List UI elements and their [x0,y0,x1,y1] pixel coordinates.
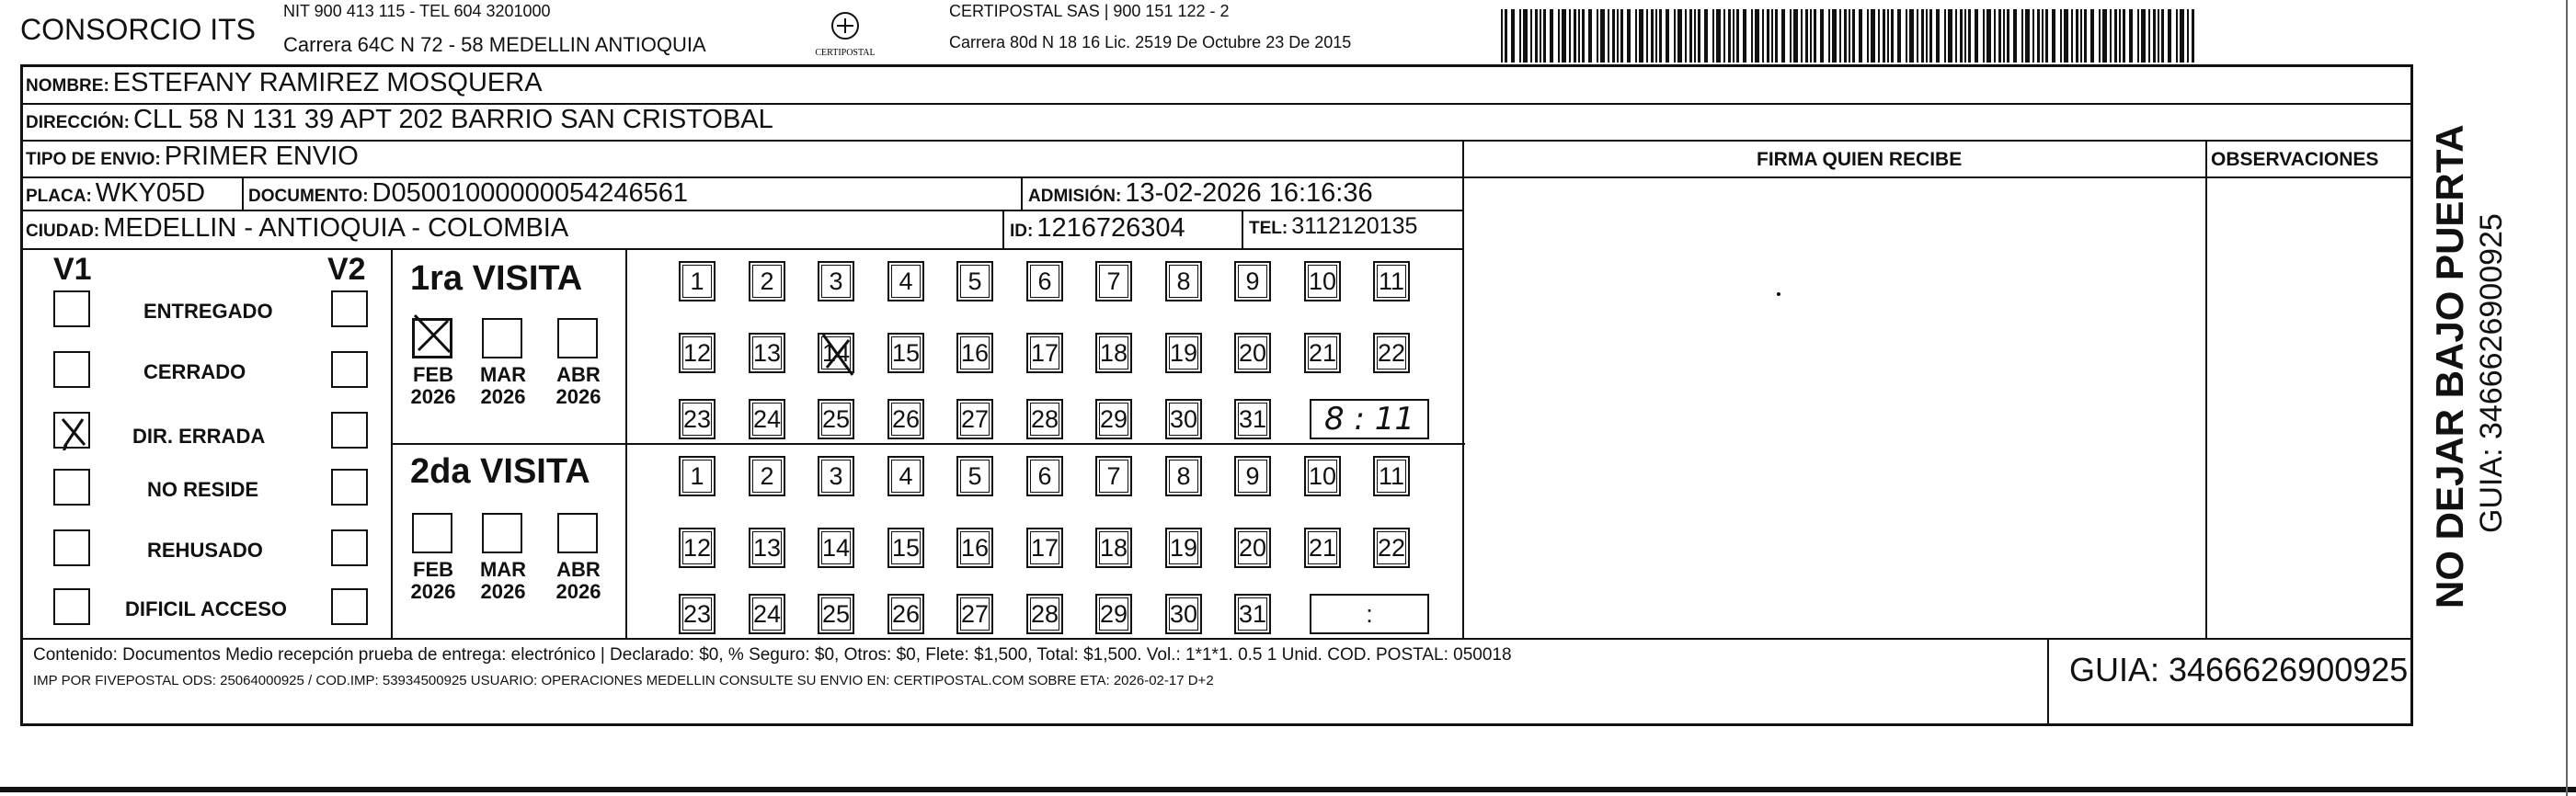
barcode-bar [1743,9,1746,63]
signature-dot [1777,292,1780,296]
day-box[interactable]: 12 [679,333,716,373]
barcode-bar [2099,9,2101,63]
v2-checkbox-5[interactable] [331,588,368,625]
barcode-bar [1635,9,1637,63]
day-box[interactable]: 2 [749,261,785,301]
day-box[interactable]: 21 [1304,333,1341,373]
print-info-line: IMP POR FIVEPOSTAL ODS: 25064000925 / COD.IMP: 53934500925 USUARIO: OPERACIONES MEDELLIN CONSULTE SU ENVIO EN: CERTIPOSTAL.COM SOBRE ETA: 2026-02-17 D+2 [33,673,1214,688]
day-box[interactable]: 18 [1095,528,1132,568]
barcode-bar [1550,9,1553,63]
barcode-bar [1674,9,1676,63]
documento-row [248,178,688,209]
day-box[interactable]: 7 [1095,456,1132,496]
barcode-bar [2102,9,2107,63]
month-checkbox[interactable] [482,513,522,553]
barcode-bar [1501,9,1503,63]
barcode-bar [1523,9,1528,63]
year-label: 2026 [410,580,456,603]
id-label: ID: [1010,222,1034,241]
barcode-bar [1655,9,1657,63]
nombre-row [26,68,543,98]
barcode-bar [1820,9,1824,63]
guia-vertical: GUIA: 3466626900925 [2474,213,2509,533]
day-box[interactable]: 12 [679,528,716,568]
day-box[interactable]: 3 [818,456,854,496]
day-box[interactable]: 20 [1234,528,1271,568]
barcode-bar [2110,9,2112,63]
month-label: MAR [479,363,527,386]
barcode-bar [2021,9,2023,63]
barcode-bar [1728,9,1731,63]
barcode-bar [1859,9,1862,63]
v1-checkbox-5[interactable] [53,588,90,625]
day-box[interactable]: 1 [679,261,716,301]
tel-value: 3112120135 [1291,213,1418,239]
barcode-bar [2032,9,2034,63]
barcode-bar [1968,9,1971,63]
barcode-bar [2176,9,2178,63]
month-checkbox[interactable] [557,513,598,553]
v2-checkbox-4[interactable] [331,529,368,566]
barcode-bar [1574,9,1576,63]
barcode-bar [2076,9,2078,63]
barcode-bar [1530,9,1532,63]
barcode-bar [2084,9,2087,63]
barcode-bar [1998,9,2001,63]
nombre-label: NOMBRE: [26,76,109,96]
month-caption [471,559,535,603]
barcode-bar [2119,9,2121,63]
day-box[interactable]: 11 [1373,261,1410,301]
day-box[interactable]: 7 [1095,261,1132,301]
ciudad-label: CIUDAD: [26,222,100,241]
barcode-bar [1651,9,1654,63]
placa-value: WKY05D [95,178,206,208]
barcode-bar [2013,9,2017,63]
barcode-bar [1736,9,1739,63]
certipostal-logo [809,6,881,61]
carrier-line-1: CERTIPOSTAL SAS | 900 151 122 - 2 [949,2,1230,20]
barcode-bar [1666,9,1669,63]
barcode-bar [1694,9,1696,63]
day-box[interactable]: 17 [1026,333,1063,373]
day-box[interactable]: 22 [1373,333,1410,373]
barcode-bar [1762,9,1764,63]
day-box[interactable]: 6 [1026,456,1063,496]
day-box[interactable]: 31 [1234,594,1271,634]
barcode-bar [1883,9,1885,63]
month-checkbox[interactable] [412,513,452,553]
month-checkbox[interactable] [557,318,598,358]
v2-checkbox-3[interactable] [331,469,368,506]
day-box[interactable]: 14 [818,333,854,373]
barcode-bar [1620,9,1623,63]
barcode-bar [1771,9,1773,63]
day-box[interactable]: 5 [956,456,993,496]
barcode-bar [2060,9,2062,63]
barcode-bar [1535,9,1538,63]
barcode-bar [1906,9,1907,63]
day-box[interactable]: 18 [1095,333,1132,373]
day-box[interactable]: 23 [679,399,716,439]
logo-text: CERTIPOSTAL [815,48,876,58]
day-box[interactable]: 13 [749,333,785,373]
day-box[interactable]: 31 [1234,399,1271,439]
barcode-bar [1986,9,1991,63]
day-box[interactable]: 28 [1026,594,1063,634]
barcode-bar [1781,9,1785,63]
barcode-bar [1685,9,1687,63]
barcode-bar [1540,9,1541,63]
day-box[interactable]: 27 [956,594,993,634]
barcode-bar [1832,9,1837,63]
barcode-bar [1519,9,1521,63]
barcode-bar [1909,9,1914,63]
barcode-bar [2187,9,2189,63]
day-box[interactable]: 24 [749,399,785,439]
barcode-bar [1994,9,1996,63]
month-label: ABR [556,363,601,386]
barcode-bar [2141,9,2146,63]
barcode-bar [1612,9,1615,63]
day-box[interactable]: 22 [1373,528,1410,568]
v1-header: V1 [53,252,92,287]
barcode-bar [1659,9,1662,63]
barcode-bar [1948,9,1952,63]
warning-vertical: NO DEJAR BAJO PUERTA [2428,124,2471,608]
barcode-bar [2158,9,2159,63]
barcode-bar [1716,9,1721,63]
barcode-bar [1878,9,1880,63]
day-box[interactable]: 8 [1165,261,1202,301]
barcode-bar [1505,9,1507,63]
barcode-bar [1558,9,1560,63]
barcode-bar [2161,9,2164,63]
barcode-bar [1849,9,1850,63]
barcode-bar [1733,9,1735,63]
barcode-bar [2114,9,2117,63]
day-box[interactable]: 28 [1026,399,1063,439]
barcode-bar [1582,9,1585,63]
second-visit-title: 2da VISITA [410,452,590,491]
barcode-bar [2137,9,2139,63]
barcode-bar [1617,9,1619,63]
day-box[interactable]: 4 [887,456,924,496]
bottom-rule [0,787,2576,792]
barcode-bar [1627,9,1631,63]
month-caption [401,559,465,603]
v2-checkbox-2[interactable] [331,412,368,449]
barcode-bar [1887,9,1889,63]
barcode-bar [2090,9,2094,63]
barcode [1501,9,2200,63]
month-caption [546,559,611,603]
barcode-bar [1929,9,1932,63]
month-caption [401,364,465,408]
barcode-bar [1639,9,1643,63]
day-box[interactable]: 15 [887,333,924,373]
tel-label: TEL: [1249,219,1288,238]
barcode-bar [1983,9,1985,63]
day-box[interactable]: 26 [887,594,924,634]
barcode-bar [1810,9,1812,63]
day-box[interactable]: 30 [1165,594,1202,634]
month-label: FEB [413,363,453,386]
month-label: ABR [556,558,601,581]
barcode-bar [1562,9,1566,63]
v1-checkbox-2[interactable] [53,412,90,449]
day-box[interactable]: 9 [1234,456,1271,496]
barcode-bar [1600,9,1605,63]
day-box[interactable]: 13 [749,528,785,568]
barcode-bar [2025,9,2030,63]
barcode-bar [2007,9,2009,63]
day-box[interactable]: 25 [818,399,854,439]
tel-row [1249,213,1417,240]
option-label: DIR. ERRADA [132,425,266,448]
option-label: ENTREGADO [143,300,273,323]
barcode-bar [1704,9,1708,63]
month-checkbox[interactable] [482,318,522,358]
barcode-bar [2180,9,2184,63]
v2-header: V2 [327,252,366,287]
day-box[interactable]: 4 [887,261,924,301]
barcode-bar [2123,9,2125,63]
day-box[interactable]: 20 [1234,333,1271,373]
barcode-bar [1801,9,1803,63]
barcode-bar [2080,9,2082,63]
barcode-bar [2153,9,2156,63]
barcode-bar [2037,9,2040,63]
day-box[interactable]: 6 [1026,261,1063,301]
day-box[interactable]: 26 [887,399,924,439]
barcode-bar [2003,9,2005,63]
company-address: Carrera 64C N 72 - 58 MEDELLIN ANTIOQUIA [283,33,706,56]
barcode-bar [1926,9,1928,63]
barcode-bar [1790,9,1792,63]
barcode-bar [1767,9,1769,63]
day-box[interactable]: 29 [1095,594,1132,634]
barcode-bar [1917,9,1918,63]
barcode-bar [1891,9,1894,63]
v2-checkbox-0[interactable] [331,290,368,327]
admision-row [1028,178,1373,209]
barcode-bar [1677,9,1682,63]
barcode-bar [1975,9,1978,63]
day-box[interactable]: 8 [1165,456,1202,496]
barcode-bar [1844,9,1847,63]
barcode-bar [2148,9,2150,63]
barcode-bar [1755,9,1759,63]
barcode-bar [2042,9,2044,63]
admision-value: 13-02-2026 16:16:36 [1125,178,1373,208]
year-label: 2026 [555,385,601,408]
day-box[interactable]: 30 [1165,399,1202,439]
guia-number: GUIA: 3466626900925 [2069,651,2409,688]
tipo-row [26,142,359,172]
direccion-value: CLL 58 N 131 39 APT 202 BARRIO SAN CRISTOBAL [132,105,773,134]
barcode-bar [1578,9,1580,63]
firma-header: FIRMA QUIEN RECIBE [1757,149,1963,170]
tipo-label: TIPO DE ENVIO: [26,150,161,169]
barcode-bar [1751,9,1753,63]
barcode-bar [1775,9,1778,63]
day-box[interactable]: 27 [956,399,993,439]
barcode-bar [1867,9,1869,63]
barcode-bar [1597,9,1598,63]
barcode-bar [1839,9,1841,63]
barcode-bar [1814,9,1816,63]
barcode-bar [1712,9,1714,63]
documento-label: DOCUMENTO: [248,187,369,206]
barcode-bar [1689,9,1692,63]
day-box[interactable]: 17 [1026,528,1063,568]
ciudad-value: MEDELLIN - ANTIOQUIA - COLOMBIA [103,213,569,243]
documento-value: D05001000000054246561 [372,178,689,208]
barcode-bar [1964,9,1966,63]
ciudad-row [26,213,568,244]
id-value: 1216726304 [1036,213,1185,243]
barcode-bar [1955,9,1957,63]
month-checkbox[interactable] [412,318,452,358]
barcode-bar [1698,9,1700,63]
delivery-form [20,64,2413,726]
barcode-bar [1723,9,1725,63]
barcode-bar [1646,9,1648,63]
day-box[interactable]: 24 [749,594,785,634]
contents-line: Contenido: Documentos Medio recepción prueba de entrega: electrónico | Declarado: $0, % Seguro: $0, Otros: $0, Flete: $1,500, Total: $1,500. Vol.: 1*1*1. 0.5 1 Unid. COD. POSTAL: 050018 [33,645,1512,665]
month-label: MAR [479,558,527,581]
barcode-bar [2129,9,2133,63]
company-name: CONSORCIO ITS [20,13,257,46]
barcode-bar [2045,9,2048,63]
company-nit: NIT 900 413 115 - TEL 604 3201000 [283,2,551,20]
day-box[interactable]: 5 [956,261,993,301]
day-box[interactable]: 29 [1095,399,1132,439]
carrier-line-2: Carrera 80d N 18 16 Lic. 2519 De Octubre 23 De 2015 [949,33,1352,51]
month-caption [471,364,535,408]
v1-checkbox-0[interactable] [53,290,90,327]
month-caption [546,364,611,408]
year-label: 2026 [480,580,526,603]
barcode-bar [1921,9,1924,63]
placa-label: PLACA: [26,187,92,206]
barcode-bar [1588,9,1592,63]
day-box[interactable]: 11 [1373,456,1410,496]
direccion-label: DIRECCIÓN: [26,113,130,132]
day-box[interactable]: 25 [818,594,854,634]
first-visit-title: 1ra VISITA [410,259,583,298]
day-box[interactable]: 15 [887,528,924,568]
admision-label: ADMISIÓN: [1028,187,1122,206]
v2-checkbox-1[interactable] [331,351,368,388]
barcode-bar [2071,9,2073,63]
option-label: DIFICIL ACCESO [125,597,288,620]
day-box[interactable]: 23 [679,594,716,634]
v1-checkbox-4[interactable] [53,529,90,566]
nombre-value: ESTEFANY RAMIREZ MOSQUERA [112,68,543,97]
barcode-bar [1828,9,1830,63]
year-label: 2026 [555,580,601,603]
barcode-bar [1936,9,1940,63]
day-box[interactable]: 9 [1234,261,1271,301]
second-visit-time[interactable]: : [1310,594,1429,634]
barcode-bar [2168,9,2171,63]
barcode-bar [1569,9,1571,63]
direccion-row [26,105,773,135]
day-box[interactable]: 1 [679,456,716,496]
observaciones-header: OBSERVACIONES [2211,149,2379,170]
barcode-bar [1871,9,1875,63]
option-label: REHUSADO [147,539,263,562]
v1-checkbox-1[interactable] [53,351,90,388]
day-box[interactable]: 19 [1165,528,1202,568]
day-box[interactable]: 16 [956,528,993,568]
day-box[interactable]: 21 [1304,528,1341,568]
month-label: FEB [413,558,453,581]
id-row [1010,213,1185,244]
barcode-bar [1897,9,1901,63]
barcode-bar [1793,9,1798,63]
barcode-bar [1852,9,1855,63]
barcode-bar [2064,9,2068,63]
day-box[interactable]: 19 [1165,333,1202,373]
v1-checkbox-3[interactable] [53,469,90,506]
year-label: 2026 [410,385,456,408]
day-box[interactable]: 14 [818,528,854,568]
barcode-bar [2052,9,2055,63]
day-box[interactable]: 10 [1304,456,1341,496]
tipo-value: PRIMER ENVIO [164,142,359,171]
day-box[interactable]: 16 [956,333,993,373]
barcode-bar [1960,9,1963,63]
edge-line [2566,0,2568,796]
barcode-bar [1805,9,1808,63]
first-visit-time[interactable]: 8 : 11 [1310,399,1429,439]
barcode-bar [1944,9,1946,63]
placa-row [26,178,205,209]
barcode-bar [1608,9,1609,63]
day-box[interactable]: 3 [818,261,854,301]
year-label: 2026 [480,385,526,408]
barcode-bar [2192,9,2194,63]
day-box[interactable]: 10 [1304,261,1341,301]
option-label: CERRADO [143,360,246,383]
barcode-bar [1543,9,1546,63]
day-box[interactable]: 2 [749,456,785,496]
option-label: NO RESIDE [147,478,259,501]
barcode-bar [1511,9,1515,63]
